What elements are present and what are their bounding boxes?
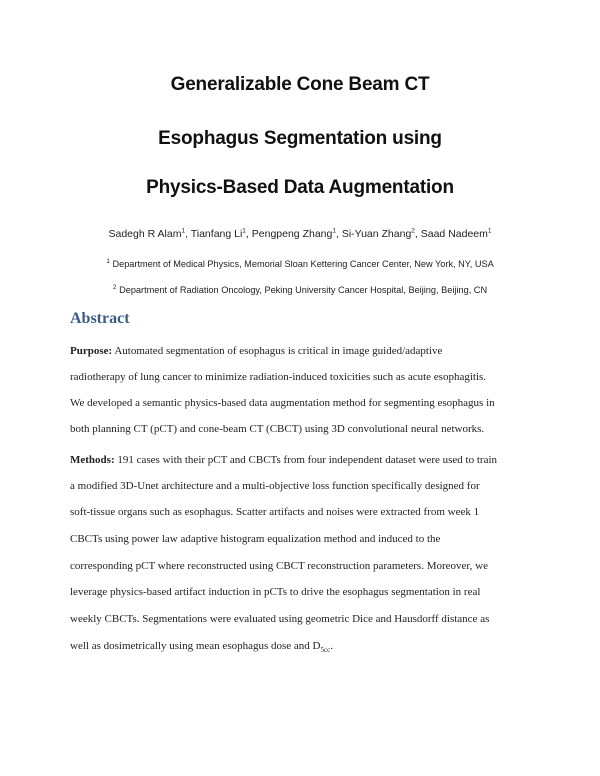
abstract-line: soft-tissue organs such as esophagus. Scatter artifacts and noises were extracted from week 1 bbox=[70, 506, 480, 518]
abstract-line: radiotherapy of lung cancer to minimize radiation-induced toxicities such as acute esophagitis. bbox=[70, 371, 487, 383]
purpose-label: Purpose: bbox=[70, 345, 113, 357]
author-affil-mark: 1 bbox=[181, 227, 186, 235]
abstract-line: a modified 3D-Unet architecture and a multi-objective loss function specifically designed for bbox=[70, 480, 480, 492]
author-name: Pengpeng Zhang bbox=[251, 228, 333, 240]
author-affil-mark: 1 bbox=[332, 227, 336, 235]
abstract-line bbox=[70, 454, 497, 466]
methods-last-period: . bbox=[330, 640, 333, 652]
affiliation-2 bbox=[0, 285, 600, 295]
affiliation-text: Department of Radiation Oncology, Peking University Cancer Hospital, Beijing, Beijing, CN bbox=[116, 285, 488, 295]
abstract-line: weekly CBCTs. Segmentations were evaluated using geometric Dice and Hausdorff distance as bbox=[70, 613, 490, 625]
abstract-line: CBCTs using power law adaptive histogram equalization method and induced to the bbox=[70, 533, 441, 545]
paper-title-line-3: Physics-Based Data Augmentation bbox=[146, 177, 454, 198]
abstract-line: corresponding pCT where reconstructed using CBCT reconstruction parameters. Moreover, we bbox=[70, 560, 488, 572]
abstract-line: both planning CT (pCT) and cone-beam CT (CBCT) using 3D convolutional neural networks. bbox=[70, 423, 485, 435]
author-name: Sadegh R Alam bbox=[108, 228, 182, 240]
paper-title-line-1: Generalizable Cone Beam CT bbox=[170, 74, 430, 95]
abstract-heading: Abstract bbox=[70, 310, 130, 327]
author-affil-mark: 1 bbox=[487, 227, 492, 235]
author-name: Saad Nadeem bbox=[420, 228, 488, 240]
author-affil-mark: 2 bbox=[411, 227, 415, 235]
abstract-line: We developed a semantic physics-based data augmentation method for segmenting esophagus in bbox=[70, 397, 495, 409]
methods-last-text: well as dosimetrically using mean esophagus dose and D bbox=[70, 640, 321, 652]
methods-label: Methods: bbox=[70, 454, 115, 466]
methods-text: 191 cases with their pCT and CBCTs from four independent dataset were used to train bbox=[114, 454, 498, 466]
abstract-line bbox=[70, 345, 442, 357]
paper-title-line-2: Esophagus Segmentation using bbox=[158, 128, 442, 149]
purpose-text: Automated segmentation of esophagus is critical in image guided/adaptive bbox=[112, 345, 443, 357]
dose-subscript: 5cc bbox=[320, 646, 331, 655]
author-affil-mark: 1 bbox=[242, 227, 246, 235]
affiliation-number: 2 bbox=[112, 283, 117, 291]
abstract-line: leverage physics-based artifact induction in pCTs to drive the esophagus segmentation in real bbox=[70, 586, 481, 598]
abstract-line bbox=[70, 640, 333, 655]
author-list: Sadegh R Alam$^1$, Tianfang Li$^1$, Pengpeng Zhang$^1$, Si-Yuan Zhang$^2$, Saad Nadeem$^1$ bbox=[108, 227, 492, 240]
affiliation-number: 1 bbox=[106, 257, 110, 265]
affiliation-text: Department of Medical Physics, Memorial Sloan Kettering Cancer Center, New York, NY, USA bbox=[109, 259, 494, 269]
affiliation-1 bbox=[0, 259, 600, 269]
author-name: Si-Yuan Zhang bbox=[341, 228, 412, 240]
author-name: Tianfang Li bbox=[190, 228, 243, 240]
